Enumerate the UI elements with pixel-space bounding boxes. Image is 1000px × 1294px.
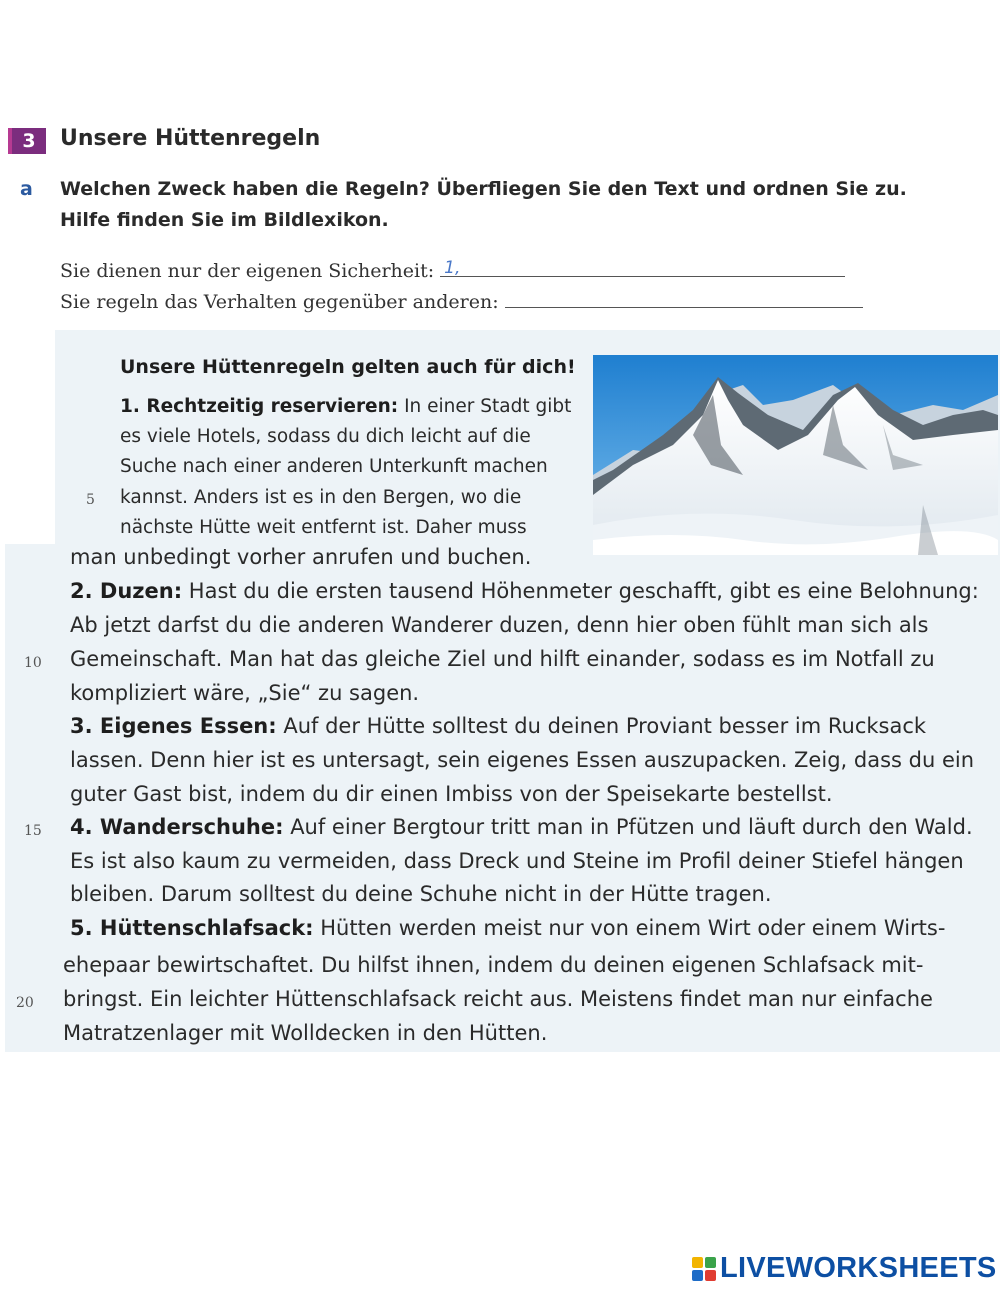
reading-line-13: guter Gast bist, indem du dir einen Imbiss von der Speisekarte bestellst. xyxy=(70,782,833,806)
reading-title: Unsere Hüttenregeln gelten auch für dich! xyxy=(120,356,576,378)
fill-label-own-safety: Sie dienen nur der eigenen Sicherheit: xyxy=(60,260,435,282)
answer-field-behaviour[interactable] xyxy=(505,289,863,308)
line-number-20: 20 xyxy=(16,995,34,1011)
reading-line-15: Es ist also kaum zu vermeiden, dass Dreck und Steine im Profil deiner Stiefel hängen xyxy=(70,849,964,873)
exercise-title: Unsere Hüttenregeln xyxy=(60,126,321,151)
fill-label-behaviour: Sie regeln das Verhalten gegenüber anderen: xyxy=(60,291,499,313)
reading-line-1: 1. Rechtzeitig reservieren: In einer Stadt gibt xyxy=(120,396,572,417)
reading-line-2: es viele Hotels, sodass du dich leicht auf die xyxy=(120,426,531,447)
reading-line-18: ehepaar bewirtschaftet. Du hilfst ihnen, indem du deinen eigenen Schlafsack mit- xyxy=(63,953,924,977)
line-number-5: 5 xyxy=(86,492,95,508)
reading-line-10: kompliziert wäre, „Sie“ zu sagen. xyxy=(70,681,420,705)
reading-line-4: kannst. Anders ist es in den Bergen, wo die xyxy=(120,487,522,508)
reading-line-19: bringst. Ein leichter Hüttenschlafsack reicht aus. Meistens findet man nur einfache xyxy=(63,987,933,1011)
line-number-10: 10 xyxy=(24,655,42,671)
reading-line-6: man unbedingt vorher anrufen und buchen. xyxy=(70,545,532,569)
liveworksheets-logo-text: LIVEWORKSHEETS xyxy=(720,1252,997,1284)
mountain-illustration xyxy=(593,355,998,555)
answer-field-own-safety[interactable] xyxy=(440,258,845,277)
reading-line-17: 5. Hüttenschlafsack: Hütten werden meist nur von einem Wirt oder einem Wirts- xyxy=(70,916,946,940)
reading-line-16: bleiben. Darum solltest du deine Schuhe nicht in der Hütte tragen. xyxy=(70,882,772,906)
mountain-photo xyxy=(593,355,998,555)
reading-line-3: Suche nach einer anderen Unterkunft machen xyxy=(120,456,548,477)
reading-line-14: 4. Wanderschuhe: Auf einer Bergtour tritt man in Pfützen und läuft durch den Wald. xyxy=(70,815,973,839)
task-instruction-line-2: Hilfe finden Sie im Bildlexikon. xyxy=(60,209,389,231)
liveworksheets-logo-icon xyxy=(692,1257,716,1281)
answer-own-safety-value: 1, xyxy=(444,258,461,278)
reading-line-9: Gemeinschaft. Man hat das gleiche Ziel und hilft einander, sodass es im Notfall zu xyxy=(70,647,935,671)
reading-line-12: lassen. Denn hier ist es untersagt, sein eigenes Essen auszupacken. Zeig, dass du ein xyxy=(70,748,975,772)
task-instruction-line-1: Welchen Zweck haben die Regeln? Überfliegen Sie den Text und ordnen Sie zu. xyxy=(60,178,907,200)
reading-line-20: Matratzenlager mit Wolldecken in den Hütten. xyxy=(63,1021,548,1045)
reading-line-7: 2. Duzen: Hast du die ersten tausend Höhenmeter geschafft, gibt es eine Belohnung: xyxy=(70,579,979,603)
task-letter: a xyxy=(20,178,33,200)
reading-line-11: 3. Eigenes Essen: Auf der Hütte solltest du deinen Proviant besser im Rucksack xyxy=(70,714,927,738)
liveworksheets-logo xyxy=(692,1252,997,1285)
line-number-15: 15 xyxy=(24,823,42,839)
exercise-number-badge: 3 xyxy=(8,128,46,154)
fill-line-behaviour xyxy=(60,289,863,313)
reading-line-5: nächste Hütte weit entfernt ist. Daher muss xyxy=(120,517,527,538)
reading-line-8: Ab jetzt darfst du die anderen Wanderer duzen, denn hier oben fühlt man sich als xyxy=(70,613,929,637)
fill-line-own-safety xyxy=(60,258,845,282)
